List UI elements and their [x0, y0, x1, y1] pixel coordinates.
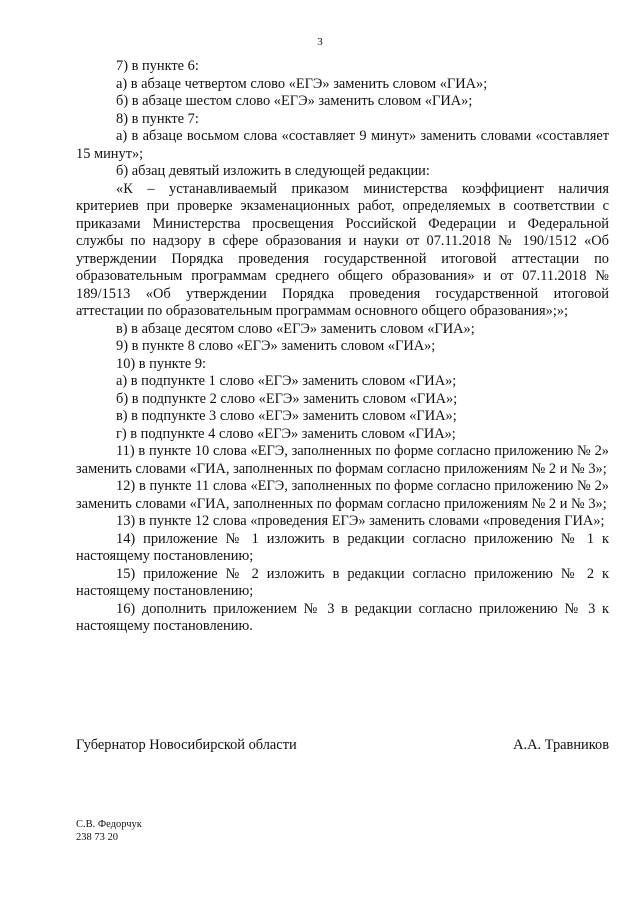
- paragraph: в) в подпункте 3 слово «ЕГЭ» заменить словом «ГИА»;: [116, 408, 457, 424]
- signature-block: [76, 737, 609, 755]
- paragraph: 7) в пункте 6:: [116, 58, 199, 74]
- document-body: [76, 58, 609, 636]
- paragraph: 9) в пункте 8 слово «ЕГЭ» заменить словом «ГИА»;: [116, 338, 436, 354]
- paragraph: б) в абзаце шестом слово «ЕГЭ» заменить словом «ГИА»;: [116, 93, 473, 109]
- signatory-name: А.А. Травников: [513, 737, 609, 753]
- paragraph: 13) в пункте 12 слова «проведения ЕГЭ» заменить словами «проведения ГИА»;: [116, 513, 605, 529]
- paragraph: 8) в пункте 7:: [116, 110, 199, 127]
- paragraph: а) в подпункте 1 слово «ЕГЭ» заменить словом «ГИА»;: [116, 373, 457, 389]
- paragraph: 12) в пункте 11 слова «ЕГЭ, заполненных по форме согласно приложению № 2» заменить словами «ГИА, заполненных по формам согласно приложениям № 2 и № 3»;: [76, 478, 609, 512]
- paragraph: 14) приложение № 1 изложить в редакции согласно приложению № 1 к настоящему постановлению;: [76, 530, 609, 564]
- paragraph: в) в абзаце десятом слово «ЕГЭ» заменить словом «ГИА»;: [116, 320, 475, 337]
- signatory-position: Губернатор Новосибирской области: [76, 737, 297, 753]
- executor-phone: 238 73 20: [76, 832, 118, 843]
- quoted-paragraph: «К – устанавливаемый приказом министерства коэффициент наличия критериев при проверке экзаменационных работ, определяемых в соответствии с приказами Министерства просвещения Российской Федерации и Федеральной службы по надзору в сфере образования и науки от 07.11.2018 № 190/1512 «Об утверждении Порядка проведения государственной итоговой аттестации по образовательным программам среднего общего образования» и от 07.11.2018 № 189/1513 «Об утверждении Порядка проведения государственной итоговой аттестации по образовательным программам основного общего образования»;»;: [76, 180, 609, 319]
- paragraph: а) в абзаце восьмом слова «составляет 9 минут» заменить словами «составляет 15 минут»;: [76, 128, 609, 162]
- paragraph: б) абзац девятый изложить в следующей редакции:: [116, 163, 430, 179]
- executor-name: С.В. Федорчук: [76, 819, 142, 830]
- paragraph: 11) в пункте 10 слова «ЕГЭ, заполненных по форме согласно приложению № 2» заменить словами «ГИА, заполненных по формам согласно приложениям № 2 и № 3»;: [76, 443, 609, 477]
- paragraph: г) в подпункте 4 слово «ЕГЭ» заменить словом «ГИА»;: [116, 425, 456, 442]
- paragraph: 10) в пункте 9:: [116, 355, 207, 372]
- executor-block: [76, 818, 142, 844]
- paragraph: а) в абзаце четвертом слово «ЕГЭ» заменить словом «ГИА»;: [116, 75, 488, 92]
- page-number: 3: [317, 36, 323, 48]
- paragraph: 15) приложение № 2 изложить в редакции согласно приложению № 2 к настоящему постановлению;: [76, 565, 609, 599]
- paragraph: 16) дополнить приложением № 3 в редакции согласно приложению № 3 к настоящему постановлению.: [76, 600, 609, 634]
- paragraph: б) в подпункте 2 слово «ЕГЭ» заменить словом «ГИА»;: [116, 390, 458, 407]
